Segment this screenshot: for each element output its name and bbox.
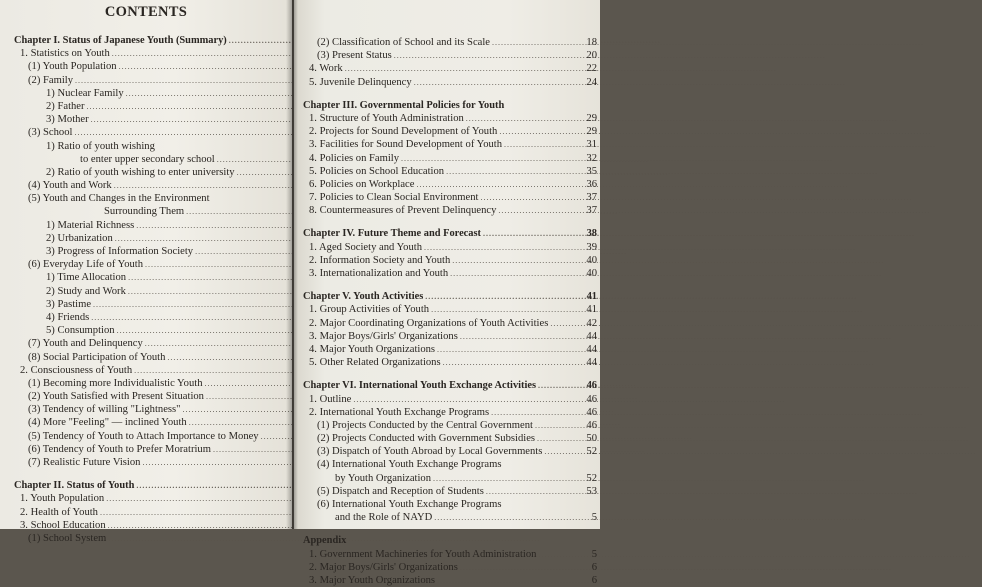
toc-entry-title: (4) International Youth Exchange Programs (317, 459, 502, 471)
toc-entry-title: by Youth Organization (335, 472, 432, 484)
toc-entry (14, 416, 282, 429)
dot-leader (537, 432, 583, 445)
toc-page-number: 22 (586, 63, 597, 75)
dot-leader (182, 403, 268, 416)
dot-leader (117, 324, 268, 337)
dot-leader (535, 419, 583, 432)
toc-entry (303, 62, 597, 75)
dot-leader (112, 47, 268, 60)
toc-entry-title: 2. Major Coordinating Organizations of Youth Activities (309, 317, 549, 329)
toc-entry-title: Chapter VI. International Youth Exchange Activities (303, 380, 537, 392)
toc-entry (303, 267, 597, 280)
toc-entry-title: (1) School System (28, 532, 107, 544)
dot-leader (394, 49, 583, 62)
toc-entry-title: 5. Policies on School Education (309, 165, 445, 177)
toc-entry-title: 1) Material Richness (46, 219, 135, 231)
toc-entry (14, 87, 282, 100)
toc-chapter-heading (303, 534, 597, 547)
dot-leader (145, 258, 268, 271)
toc-entry (303, 49, 597, 62)
toc-entry-title: (1) Becoming more Individualistic Youth (28, 377, 203, 389)
dot-leader (75, 74, 268, 87)
dot-leader (499, 125, 583, 138)
dot-leader (217, 153, 268, 166)
toc-chapter-heading (303, 290, 597, 303)
toc-entry-title: (3) Tendency of willing "Lightness" (28, 404, 181, 416)
toc-entry (14, 337, 282, 350)
toc-entry (303, 191, 597, 204)
toc-entry (303, 204, 597, 217)
dot-leader (100, 506, 268, 519)
toc-page-number: 24 (586, 76, 597, 88)
toc-entry (303, 574, 597, 587)
toc-page-number: 35 (586, 165, 597, 177)
dot-leader (87, 100, 268, 113)
toc-entry-title: 2. Health of Youth (20, 506, 98, 518)
toc-entry-title: 2. Major Boys/Girls' Organizations (309, 561, 458, 573)
toc-entry-title: 1. Statistics on Youth (20, 48, 110, 60)
toc-entry-title: (7) Realistic Future Vision (28, 457, 141, 468)
toc-page-number: 41 (586, 304, 597, 316)
toc-page-number: 20 (586, 50, 597, 62)
dot-leader (213, 443, 268, 456)
dot-leader (237, 166, 268, 179)
dot-leader (483, 227, 583, 240)
toc-entry-title: Chapter IV. Future Theme and Forecast (303, 228, 481, 240)
toc-entry-title: 3. Internationalization and Youth (309, 268, 449, 279)
toc-chapter-heading (14, 479, 282, 492)
toc-entry-title: and the Role of NAYD (335, 512, 433, 524)
toc-entry-title: 1. Government Machineries for Youth Administration (309, 548, 537, 560)
toc-page-number: 39 (586, 241, 597, 253)
dot-leader (466, 112, 583, 125)
toc-entry-title: 8. Countermeasures of Prevent Delinquency (309, 205, 497, 217)
dot-leader (91, 311, 268, 324)
toc-entry (303, 458, 597, 471)
dot-leader (443, 356, 583, 369)
toc-entry-title: (6) Everyday Life of Youth (28, 259, 144, 271)
toc-entry-title: 2. Projects for Sound Development of Youth (309, 126, 498, 138)
dot-leader (142, 456, 268, 469)
toc-page-number: 52 (586, 446, 597, 458)
dot-leader (229, 34, 268, 47)
dot-leader (544, 445, 583, 458)
toc-entry-title: 5) Consumption (46, 325, 115, 337)
toc-entry (303, 152, 597, 165)
dot-leader (136, 479, 268, 492)
toc-entry-title: (5) Dispatch and Reception of Students (317, 485, 484, 497)
toc-entry (14, 324, 282, 337)
dot-leader (136, 219, 268, 232)
toc-page-number: 38 (586, 228, 597, 240)
toc-entry (303, 393, 597, 406)
toc-entry (14, 140, 282, 153)
dot-leader (205, 377, 269, 390)
toc-page-number: 6 (591, 574, 597, 586)
toc-entry-title: 4) Friends (46, 311, 90, 323)
dot-leader (106, 492, 268, 505)
toc-chapter-heading (303, 227, 597, 240)
toc-entry (14, 232, 282, 245)
contents-heading: CONTENTS (104, 4, 188, 20)
toc-page-number: 29 (586, 126, 597, 138)
toc-page-number: 40 (586, 268, 597, 279)
dot-leader (93, 298, 268, 311)
toc-entry-title: 3) Pastime (46, 298, 92, 310)
dot-leader (108, 532, 268, 545)
toc-entry-title: 3. Facilities for Sound Development of Youth (309, 139, 503, 151)
toc-entry (303, 303, 597, 316)
toc-entry-title: Chapter V. Youth Activities (303, 291, 424, 303)
toc-page-number: 52 (586, 472, 597, 484)
toc-entry-title: 5. Juvenile Delinquency (309, 76, 412, 88)
dot-leader (437, 343, 583, 356)
dot-leader (480, 191, 583, 204)
toc-entry-title: (1) Youth Population (28, 61, 117, 73)
dot-leader (186, 205, 268, 218)
dot-leader (433, 472, 583, 485)
dot-leader (108, 519, 268, 532)
toc-entry (303, 472, 597, 485)
dot-leader (538, 548, 583, 561)
toc-entry-title: 1. Aged Society and Youth (309, 241, 423, 253)
toc-entry-title: 3. Major Boys/Girls' Organizations (309, 330, 458, 342)
toc-entry (14, 126, 282, 139)
dot-leader (550, 317, 583, 330)
toc-entry (14, 153, 282, 166)
toc-page-number: 42 (586, 317, 597, 329)
toc-entry (303, 254, 597, 267)
toc-entry-title: 3) Progress of Information Society (46, 246, 194, 257)
toc-page-number: 46 (586, 393, 597, 405)
toc-entry-title: 1. Structure of Youth Administration (309, 112, 464, 124)
toc-entry-title: (5) Youth and Changes in the Environment (28, 193, 210, 205)
dot-leader (119, 60, 268, 73)
toc-entry-title: (3) Present Status (317, 50, 392, 62)
toc-entry (303, 241, 597, 254)
toc-entry (14, 298, 282, 311)
toc-list-right (303, 36, 597, 587)
toc-entry (303, 406, 597, 419)
toc-list-left (14, 34, 282, 545)
toc-entry-title: Surrounding Them (104, 206, 185, 218)
toc-page-number: 37 (586, 205, 597, 217)
toc-entry (14, 390, 282, 403)
toc-page-number: 5 (591, 548, 597, 560)
dot-leader (452, 254, 583, 267)
dot-leader (91, 113, 268, 126)
toc-entry-title: (6) International Youth Exchange Programs (317, 499, 502, 510)
toc-entry-title: 1) Time Allocation (46, 272, 127, 284)
toc-page-number: 32 (586, 152, 597, 164)
toc-page-number: 44 (586, 357, 597, 369)
toc-entry-title: 7. Policies to Clean Social Environment (309, 192, 479, 204)
toc-entry-title: (6) Tendency of Youth to Prefer Moratrium (28, 443, 211, 455)
dot-leader (431, 303, 583, 316)
dot-leader (128, 271, 268, 284)
toc-entry (14, 113, 282, 126)
toc-page-number: 44 (586, 343, 597, 355)
toc-entry-title: (2) Youth Satisfied with Present Situation (28, 391, 204, 403)
toc-entry-title: 2. International Youth Exchange Programs (309, 406, 490, 418)
dot-leader (460, 330, 583, 343)
toc-entry (303, 112, 597, 125)
toc-entry (14, 430, 282, 443)
toc-entry-title: 2) Ratio of youth wishing to enter university (46, 166, 235, 178)
dot-leader (504, 138, 583, 151)
toc-entry (14, 403, 282, 416)
toc-entry (14, 219, 282, 232)
dot-leader (115, 232, 268, 245)
toc-entry (14, 179, 282, 192)
toc-entry-title: 2) Urbanization (46, 232, 113, 244)
toc-entry (14, 166, 282, 179)
toc-entry (14, 364, 282, 377)
toc-page-number: 50 (586, 433, 597, 445)
toc-entry (14, 285, 282, 298)
toc-chapter-heading (303, 379, 597, 392)
toc-entry (303, 330, 597, 343)
dot-leader (345, 62, 583, 75)
toc-entry (303, 548, 597, 561)
toc-entry-title: 6. Policies on Workplace (309, 178, 415, 190)
dot-leader (460, 561, 583, 574)
toc-entry-title: (2) Projects Conducted with Government Subsidies (317, 433, 536, 445)
toc-entry (14, 258, 282, 271)
dot-leader (167, 351, 268, 364)
toc-entry-title: 2. Information Society and Youth (309, 254, 451, 266)
toc-entry-title: 4. Major Youth Organizations (309, 343, 436, 355)
toc-entry-title: Chapter III. Governmental Policies for Youth (303, 99, 505, 111)
dot-leader (114, 179, 268, 192)
dot-leader (145, 337, 268, 350)
dot-leader (189, 416, 268, 429)
dot-leader (498, 204, 583, 217)
toc-entry (14, 271, 282, 284)
toc-entry-title: 2) Father (46, 100, 85, 112)
toc-entry-title: 1) Ratio of youth wishing (46, 140, 155, 152)
toc-entry-title: 1) Nuclear Family (46, 87, 124, 99)
toc-page-number: 46 (586, 419, 597, 431)
dot-leader (353, 393, 583, 406)
toc-entry (303, 445, 597, 458)
toc-entry (14, 456, 282, 469)
toc-entry-title: 2. Consciousness of Youth (20, 364, 133, 376)
dot-leader (450, 267, 583, 280)
toc-page-number: 5 (591, 512, 597, 524)
toc-page-number: 44 (586, 330, 597, 342)
toc-chapter-heading (14, 34, 282, 47)
dot-leader (134, 364, 268, 377)
toc-page-number: 46 (586, 380, 597, 392)
toc-entry-title: 3. Major Youth Organizations (309, 574, 436, 586)
toc-entry-title: (2) Family (28, 74, 74, 86)
dot-leader (206, 390, 268, 403)
dot-leader (491, 406, 583, 419)
toc-entry-title: 1. Group Activities of Youth (309, 304, 430, 316)
toc-entry-title: (7) Youth and Delinquency (28, 338, 143, 350)
toc-entry-title: (4) Youth and Work (28, 180, 112, 192)
toc-entry-title: 4. Policies on Family (309, 152, 400, 164)
dot-leader (424, 241, 583, 254)
toc-entry (303, 317, 597, 330)
toc-entry (14, 47, 282, 60)
toc-entry (303, 498, 597, 511)
toc-entry (14, 377, 282, 390)
toc-entry (303, 511, 597, 524)
dot-leader (425, 290, 583, 303)
toc-page-number: 53 (586, 485, 597, 497)
dot-leader (416, 178, 583, 191)
dot-leader (126, 87, 268, 100)
toc-entry (14, 311, 282, 324)
toc-entry (14, 192, 282, 205)
toc-page-number: 46 (586, 406, 597, 418)
toc-entry-title: (3) School (28, 127, 73, 139)
toc-entry (303, 36, 597, 49)
dot-leader (486, 485, 583, 498)
toc-entry (303, 125, 597, 138)
dot-leader (434, 511, 583, 524)
toc-entry (14, 506, 282, 519)
toc-entry (303, 485, 597, 498)
toc-entry-title: 1. Youth Population (20, 493, 105, 505)
toc-entry (303, 76, 597, 89)
toc-entry (14, 100, 282, 113)
toc-entry-title: (2) Classification of School and its Scale (317, 37, 490, 48)
toc-entry-title: Chapter I. Status of Japanese Youth (Summary) (14, 35, 227, 46)
toc-entry (14, 60, 282, 73)
dot-leader (74, 126, 268, 139)
toc-page-number: 6 (591, 561, 597, 573)
toc-entry-title: 5. Other Related Organizations (309, 357, 441, 369)
dot-leader (538, 379, 583, 392)
toc-entry (14, 443, 282, 456)
toc-chapter-heading (303, 99, 597, 112)
dot-leader (401, 152, 583, 165)
left-page (0, 0, 292, 544)
toc-page-number: 40 (586, 254, 597, 266)
toc-entry-title: Chapter II. Status of Youth (14, 480, 135, 492)
toc-entry-title: (4) More "Feeling" — inclined Youth (28, 417, 187, 429)
toc-entry (303, 343, 597, 356)
toc-entry (303, 356, 597, 369)
toc-entry (14, 532, 282, 545)
toc-page-number: 37 (586, 192, 597, 204)
toc-page-number: 41 (586, 291, 597, 303)
toc-entry-title: 3) Mother (46, 114, 89, 126)
dot-leader (128, 285, 268, 298)
dot-leader (446, 165, 583, 178)
toc-entry (14, 351, 282, 364)
toc-entry-title: 2) Study and Work (46, 285, 126, 297)
toc-entry-title: Appendix (303, 535, 347, 547)
toc-entry-title: to enter upper secondary school (80, 153, 215, 165)
toc-entry (14, 492, 282, 505)
toc-entry (303, 178, 597, 191)
toc-entry-title: (3) Dispatch of Youth Abroad by Local Governments (317, 446, 543, 458)
toc-entry-title: 4. Work (309, 63, 343, 75)
toc-page-number: 31 (586, 139, 597, 151)
toc-entry-title: (1) Projects Conducted by the Central Government (317, 419, 533, 431)
toc-entry-title: 1. Outline (309, 393, 352, 405)
toc-entry-title: (5) Tendency of Youth to Attach Importance to Money (28, 430, 259, 442)
toc-entry-title: (8) Social Participation of Youth (28, 351, 166, 363)
dot-leader (414, 76, 583, 89)
toc-entry (303, 165, 597, 178)
toc-entry (14, 519, 282, 532)
toc-entry (14, 74, 282, 87)
toc-entry-title: 3. School Education (20, 519, 106, 531)
toc-entry (14, 245, 282, 258)
dot-leader (261, 430, 268, 443)
dot-leader (492, 36, 583, 49)
toc-entry (303, 432, 597, 445)
right-page (294, 0, 600, 586)
toc-entry (303, 138, 597, 151)
toc-page-number: 29 (586, 112, 597, 124)
toc-entry (14, 205, 282, 218)
toc-page-number: 18 (586, 37, 597, 48)
dot-leader (195, 245, 268, 258)
toc-entry (303, 419, 597, 432)
toc-entry (303, 561, 597, 574)
toc-page-number: 36 (586, 178, 597, 190)
dot-leader (437, 574, 583, 587)
